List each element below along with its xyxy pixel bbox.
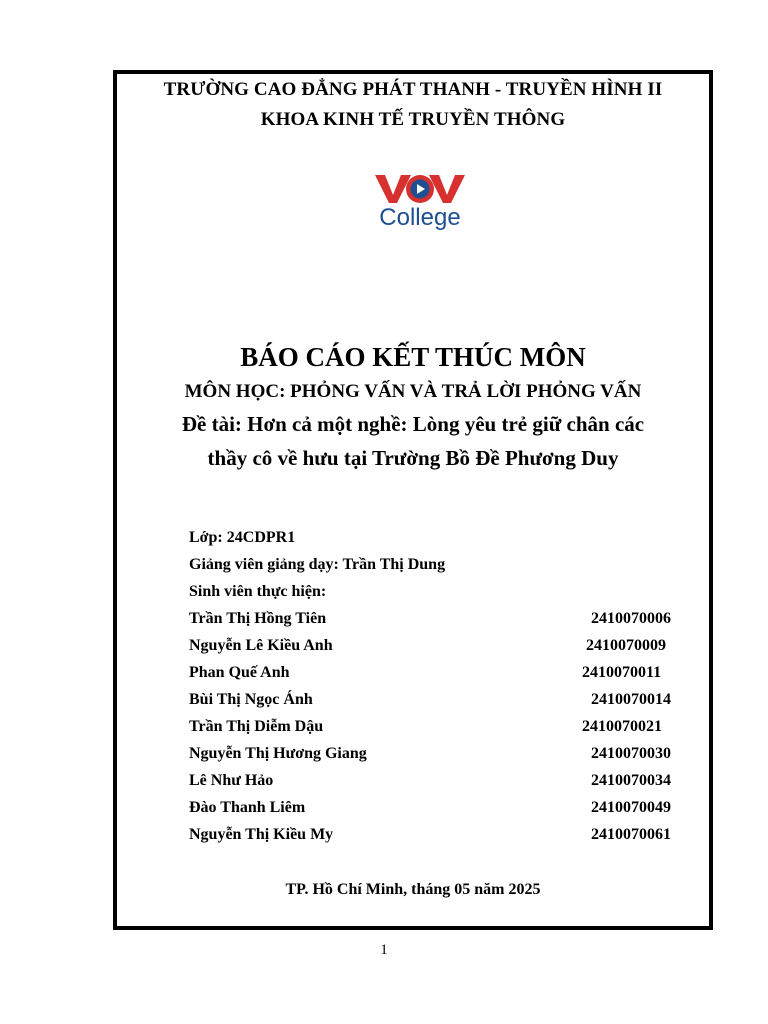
student-row xyxy=(189,799,681,821)
student-id: 2410070030 xyxy=(591,745,671,762)
student-id: 2410070011 xyxy=(582,664,662,681)
vov-college-logo xyxy=(374,172,466,232)
student-name: Lê Như Hảo xyxy=(189,772,274,789)
student-row xyxy=(189,637,681,659)
student-row xyxy=(189,718,681,740)
course-name: MÔN HỌC: PHỎNG VẤN VÀ TRẢ LỜI PHỎNG VẤN xyxy=(184,381,642,402)
cover-page-frame xyxy=(113,70,713,930)
student-name: Bùi Thị Ngọc Ánh xyxy=(189,691,313,708)
page-number: 1 xyxy=(380,942,388,958)
student-id: 2410070034 xyxy=(591,772,671,789)
class-label: Lớp: 24CDPR1 xyxy=(189,529,296,546)
student-id: 2410070021 xyxy=(582,718,662,735)
student-name: Trần Thị Diễm Dậu xyxy=(189,718,324,735)
student-id: 2410070049 xyxy=(591,799,671,816)
student-row xyxy=(189,664,681,686)
faculty-name: KHOA KINH TẾ TRUYỀN THÔNG xyxy=(260,109,566,130)
student-name: Nguyễn Thị Kiều My xyxy=(189,826,334,843)
student-name: Đào Thanh Liêm xyxy=(189,799,306,816)
lecturer-label: Giảng viên giảng dạy: Trần Thị Dung xyxy=(189,556,446,573)
place-and-date: TP. Hồ Chí Minh, tháng 05 năm 2025 xyxy=(285,881,541,898)
student-id: 2410070009 xyxy=(586,637,666,654)
student-name: Nguyễn Thị Hương Giang xyxy=(189,745,367,762)
student-id: 2410070014 xyxy=(591,691,671,708)
student-name: Trần Thị Hồng Tiên xyxy=(189,610,327,627)
student-row xyxy=(189,826,681,848)
student-row xyxy=(189,745,681,767)
student-row xyxy=(189,610,681,632)
topic-line-2: thầy cô về hưu tại Trường Bồ Đề Phương Duy xyxy=(207,446,619,470)
student-row xyxy=(189,691,681,713)
logo-v-left xyxy=(375,175,411,203)
student-id: 2410070006 xyxy=(591,610,671,627)
logo-v-right xyxy=(429,175,465,203)
students-label: Sinh viên thực hiện: xyxy=(189,583,327,600)
report-title: BÁO CÁO KẾT THÚC MÔN xyxy=(240,342,586,372)
student-id: 2410070061 xyxy=(591,826,671,843)
school-name: TRƯỜNG CAO ĐẲNG PHÁT THANH - TRUYỀN HÌNH II xyxy=(163,79,663,100)
student-name: Nguyễn Lê Kiều Anh xyxy=(189,637,333,654)
topic-line-1: Đề tài: Hơn cả một nghề: Lòng yêu trẻ giữ chân các xyxy=(181,412,645,436)
student-name: Phan Quế Anh xyxy=(189,664,290,681)
student-row xyxy=(189,772,681,794)
logo-college-text: College xyxy=(379,204,461,231)
